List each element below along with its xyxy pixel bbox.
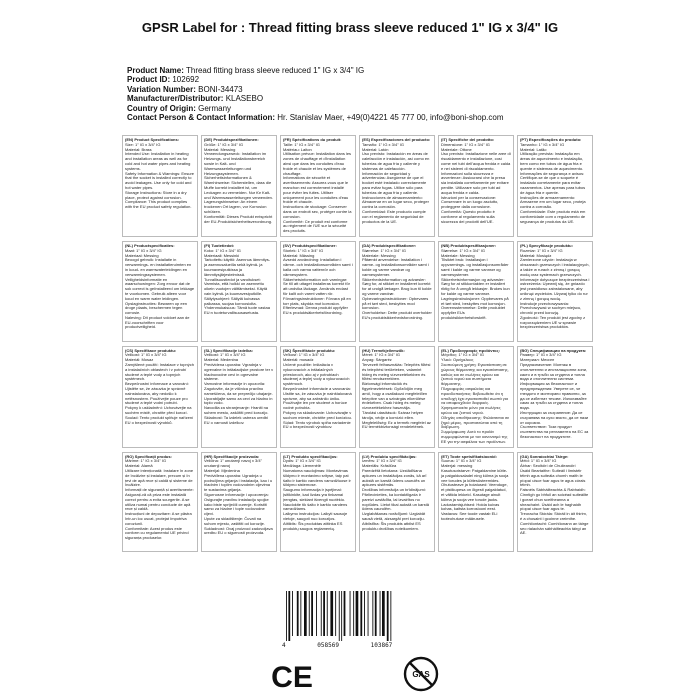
- spec-cell-heading: (SV) Produktspecifikationer:: [283, 242, 337, 248]
- spec-cell: [438, 346, 514, 448]
- product-id-row: Product ID: 102692: [127, 75, 200, 85]
- spec-cell-body: Koko: 1" IG x 3/4" IG Materiaali: Messinki Tarkoitettu käyttö: Asennus lämmitys- ja asennusalueilla sekä kylmä- ja kuumavesiputkissa ja lämmitysjärjestelmissä. Turvallisuustiedot ja varoitukset: Varmista, että holkki on asennettu oikein vuotojen välttämiseksi. Käytä vain kylmä- ja kuumavesiputkille. Säilytysohjeet: Säilytä kuivassa paikassa, suojaa korroosiolta. Yhdenmukaisuus: Tämä tuote vastaa EU:n tuoteturvallisuusasetusta.: [204, 247, 271, 316]
- spec-cell: [280, 241, 356, 342]
- spec-cell-heading: (ET) Toote spetsifikatsioonid:: [441, 453, 497, 459]
- manufacturer: KLASEBO: [225, 94, 264, 104]
- spec-cell-body: Izmērs: 1" IG x 3/4" IG Materiāls: Krāsllūra Paredzētā lietošana: Uzstādīšana apkures un instalācijas zonās, kā arī aukstā un karstā ūdens caurulēs un apkures sistēmās. Drošības informācija un brīdinājumi: Pārliecinieties, ka kontaktligzda ir pareizi uzstādīta, lai izvairītos no noplūdes. Lietot tikai aukstā un karstā ūdens caurulēm. Uzglabāšanas norādījumi: Uzglabāt sausā vietā, aizsargāt pret koroziju. Atbilstība: Šis produkts atbilst ES produktu drošības noteikumiem.: [362, 458, 429, 531]
- spec-cell: [596, 135, 672, 237]
- gas-mark: [403, 656, 439, 692]
- spec-cell-body: Maat: 1" IG x 3/4" IG Materiaal: Messing Beoogd gebruik: Installatie in verwarmings- en installatieruimten en in koud- en warmwaterleidingen en verwarmingssystemen. Veiligheidsinformatie en waarschuwingen: Zorg ervoor dat de sok correct is geïnstalleerd om lekkage te voorkomen. Gebruik alleen voor koud en warm water leidingen. Opslaginstructies: Bewaren op een droge plaats, beschermen tegen corrosie. Naleving: Dit product voldoet aan de EU-voorschriften voor productveiligheid.: [125, 247, 195, 330]
- spec-cell: [122, 346, 198, 448]
- spec-cell-body: Rozmiar: 1" IG x 3/4" IG Materiał: Mosiądz Zamierzone użycie: Instalacja w obszarach grzewczych i instalacyjnych, a także w rurach z zimną i gorącą wodą oraz systemach grzewczych. Informacje dotyczące bezpieczeństwa i ostrzeżenia: Upewnij się, że gniazdo jest prawidłowo zainstalowane, aby uniknąć wycieków. Używaj tylko do rur z zimną i gorącą wodą. Instrukcje przechowywania: Przechowywać w suchym miejscu, chronić przed korozją. Zgodność: Ten produkt jest zgodny z rozporządzeniem UE w sprawie bezpieczeństwa produktów.: [520, 247, 590, 330]
- page-title: GPSR Label for : Thread fitting brass sleeve reduced 1" IG x 3/4" IG: [141, 20, 559, 35]
- spec-cell-heading: (GA) Sonraíochtaí Táirge:: [520, 453, 569, 459]
- spec-cell-body: Tamanho: 1" IG x 3/4" IG Material: Latão Utilização prevista: Instalação em áreas de aquecimento e instalação, bem como em tubos de água fria e quente e sistemas de aquecimento. Informações de segurança e avisos: Certifique-se de que o soquete é instalado corretamente para evitar vazamentos. Use apenas para tubos de água fria e quente. Instruções de armazenamento: Armazene em um lugar seco, proteja contra a corrosão. Conformidade: Este produto está em conformidade com o regulamento de segurança de produtos da UE.: [520, 141, 586, 224]
- spec-cell: [359, 346, 435, 448]
- spec-cell-heading: (PL) Specyfikacje produktu:: [520, 242, 573, 248]
- spec-cell: [122, 241, 198, 342]
- spec-cell-heading: (IT) Specifiche del prodotto:: [441, 137, 495, 142]
- gas-mark-icon: [403, 656, 439, 692]
- spec-cell-body: Méid: 1" IG x 3/4" IG Ábhar: Seoltóirí de Chuileanóirí Úsáid Beartaithe: Suiteáil i limistéir téimh agus suiteála chomh maith le píopaí uisce fuar agus te agus córais téimh. Faisnéis Sábháilteachta & Rabhaidh: Cinntigh go bhfuil an soicéad suiteáilte i gceart chun sceitheanna a sheachaint. Úsáid ach le haghaidh píopaí uisce fuar agus te. Treoracha Stórála: Stóráil in áit thirim, é a chosaint i gcoinne creimthe. Comhlíontacht: Comhlíonann an táirge seo rialachán sábháilteachta táirgí an AE.: [520, 458, 589, 536]
- variation-number: BONI-34473: [198, 84, 243, 94]
- spec-cell-body: Tamaño: 1" IG x 3/4" IG Material: Latón Uso previsto: Instalación en áreas de calefacción e instalación, así como en tuberías de agua fría y caliente y sistemas de calefacción. Información de seguridad y advertencias: Asegúrese de que el bocket esté instalado correctamente para evitar fugas. Utilice sólo para tuberías de agua fría y caliente. Instrucciones de almacenamiento: Almacenar en un lugar seco, proteger contra la corrosión. Conformidad: Este producto cumple con el reglamento de seguridad de productos de la UE.: [362, 141, 430, 224]
- spec-cell-body: Velikost: 1" IG x 3/4" IG Materiál: Mosaz Zamýšlené použití: Instalace v topných a instalačních oblastech i v potrubí studené a teplé vody a topných systémech. Bezpečnostní informace a varování: Ujistěte se, že zásuvka je správně nainstalována, aby nedošlo k netěsnostem. Používejte pouze pro studené a teplé vodní potrubí. Pokyny k uskladnění: Uchovávejte na suchém místě, chraňte před korozí. Soulad: Tento produkt splňuje nařízení EU o bezpečnosti výrobků.: [125, 352, 194, 425]
- spec-cell-heading: (HU) Termékjellemzők:: [362, 347, 405, 353]
- spec-cell: [201, 452, 277, 553]
- spec-cell: [280, 346, 356, 448]
- spec-cell-heading: (SL) Specifikacije izdelka:: [204, 347, 253, 353]
- barcode-group-left: 058569: [317, 642, 339, 649]
- spec-cell: [517, 346, 593, 448]
- spec-cell-body: Størrelse: 1" IG x 3/4" IG Materiale: Messing Tilsiktet bruk: Installasjon i oppvarmings- og installasjonsområder samt i kalde og varme vannrør og varmesystemer. Sikkerhetsinformasjon og advarsler: Sørg for at stikkontakten er installert riktig for å unngå lekkasjer. Brukes kun for kalde og varme vannrør. Lagringsinstruksjoner: Oppbevares på et tørt sted, beskyttes mot korrosjon. Overensstemmelse: Dette produktet oppfyller EUs produktsikkerhetsforskrift.: [441, 247, 510, 320]
- ce-text: CE: [271, 661, 313, 694]
- spec-cell: [438, 452, 514, 553]
- spec-cell-body: Suurus: 1" IG x 3/4" IG Materjal: messing Kasutusotstarve: Paigaldamine kütte- ja paigaldusaladel ning külma ja sooja vee torudes ja küttesüsteemides. Ohutusteave ja hoiatused: Veenduge, et pistikupesa on õigesti paigaldatud, et vältida lekkeid. Kasutage ainult külma ja sooja vee torude jaoks. Ladustamisjuhised: Hoida kuivas kohas, kaitsta korrosiooni eest. Vastavus: See toode vastab ELi tooteohutuse määrusele.: [441, 458, 509, 521]
- spec-cell: [596, 452, 672, 553]
- spec-cell-body: Size: 1" IG x 3/4" IG Material: Brass Intended Use: Installation in heating and installation areas as well as for cold and hot water pipes and heating systems. Safety Information & Warnings: Ensure that the socket is installed correctly to avoid leakages. Use only for cold and hot water pipes. Storage Instructions: Store in a dry place, protect against corrosion. Compliance: This product complies with the EU product safety regulation.: [125, 141, 194, 210]
- country-row: Country of Origin: Germany: [127, 103, 232, 113]
- spec-cell: [596, 241, 672, 342]
- spec-cell-heading: (SK) Špecifikácie produktu:: [283, 347, 336, 353]
- contact-row: Contact Person & Contact Information: Hr. Stanislav Maer, +49(0)4221 45 777 00, info@boni-shop.com: [127, 113, 504, 123]
- spec-cell-body: Taille: 1" IG x 3/4" IG Matériau: Laiton Utilisation prévue: Installation dans les zones de chauffage et d'installation ainsi que dans les conduites d'eau froide et chaude et les systèmes de chauffage. Informations de sécurité et avertissements: Assurez-vous que le manchon est correctement installé pour éviter les fuites. Utiliser uniquement pour les conduites d'eau froide et chaude. Instructions de stockage: Conserver dans un endroit sec, protéger contre la corrosion. Conformité: Ce produit est conforme au règlement de l'UE sur la sécurité des produits.: [283, 141, 352, 234]
- country-of-origin: Germany: [198, 103, 232, 113]
- spec-cell-body: Größe: 1" IG x 3/4" IG Material: Messing Verwendungszweck: Installation im Heizungs- und Installationsbereich sowie in Kalt- und Warmwasserleitungen und Heizungssystemen. Sicherheitsinformationen & Warnhinweise: Sicherstellen, dass die Muffe korrekt installiert ist, um Leckagen zu vermeiden. Nur für Kalt- und Warmwasserleitungen verwenden. Lagerungshinweise: An einem trockenen Ort lagern, vor Korrosion schützen. Konformität: Dieses Produkt entspricht der EU-Produktsicherheitsverordnung.: [204, 141, 273, 224]
- spec-cell-body: Velikost: 1" IG x 3/4" IG Material: Medenina Predvidena uporaba: Vgradnja v ogrevalne in inštalacijske prostore ter v hladnovodne cevi in ogrevalne sisteme. Varnostne informacije in opozorila: Zagotovite, da je vtičnica pravilno nameščena, da se preprečijo uhajanje. Uporabljajte samo za cevi za hladno in toplo vodo. Navodila za shranjevanje: Hraniti na suhem mestu, zaščititi pred korozijo. Skladnost: Ta izdelek ustreza uredbi EU o varnosti izdelkov.: [204, 352, 274, 425]
- barcode: [282, 591, 424, 641]
- manufacturer-row: Manufacturer/Distributor: KLASEBO: [127, 94, 264, 104]
- spec-cell: [122, 452, 198, 553]
- spec-cell-heading: (NL) Productspecificaties:: [125, 242, 175, 248]
- spec-cell-heading: (EN) Product Specifications:: [125, 137, 180, 142]
- spec-cell-heading: (BG) Спецификации на продукта:: [520, 347, 587, 353]
- spec-cell-heading: (FR) Spécifications du produit:: [283, 137, 342, 142]
- barcode-digit-first: 4: [282, 642, 286, 649]
- spec-cell: [438, 241, 514, 342]
- spec-cell-heading: (PT) Especificações do produto:: [520, 137, 582, 142]
- spec-cell: [122, 135, 198, 237]
- spec-cell-body: Storlek: 1" IG x 3/4" IG Material: Mässing Avsedd användning: Installation i värme- och installationsområden samt i kalla och varma vattenrör och värmesystem. Säkerhetsinformation och varningar: Se till att uttaget installeras korrekt för att undvika läckage. Används endast för kallt och varmt vatten rör. Förvaringsinstruktioner: Förvara på en torr plats, skydda mot korrosion. Efterlevnad: Denna produkt uppfyller EU:s produktsäkerhetsförordning.: [283, 247, 353, 316]
- product-id: 102692: [172, 75, 200, 85]
- ce-mark: [271, 660, 313, 694]
- spec-cell-body: Veľkosť: 1" IG x 3/4" IG Materiál: mosadz Určené použitie: Inštalácia v vykurovacích a inštalačných priestoroch, ako aj v potrubiach studenej a teplej vody a vykurovacích systémoch. Bezpečnostné informácie a varovania: Uistite sa, že zásuvka je nainštalovaná správne, aby sa zabránilo úniku. Používajte len pre studené a horúce vodné potrubia. Pokyny na skladovanie: Uchovávajte v suchom mieste, chráňte pred koróziou. Súlad: Tento výrobok spĺňa nariadenie EÚ o bezpečnosti výrobkov.: [283, 352, 352, 430]
- spec-cell-body: Размер: 1" IG x 3/4" IG Материал: Месинг Предназначение: Монтаж в отоплителни и инсталационни зони, както и в тръби за студена и топла вода и отоплителни системи. Информация за безопасност и предупреждения: Уверете се, че гнездото е монтирано правилно, за да се избегнат течове. Използвайте само за тръби за студена и топла вода. Инструкции за съхранение: Да се съхранява на сухо място, да се пази от корозия. Съответствие: Този продукт съответства на регламента на ЕС за безопасност на продуктите.: [520, 352, 589, 439]
- spec-cell: [359, 135, 435, 237]
- spec-cell: [280, 452, 356, 553]
- spec-cell-body: Veličina: 1" unutarnji navoj x 3/4" unutarnji navoj Materijal: Mjedenina Predviđena uporaba: Ugradnja u područjima grijanja i instalacija, kao i u hladnim i toplim vodovodnim cijevima te sustavima grijanja. Sigurnosne informacije i upozorenja: Osigurajte pravilnu instalaciju spojke kako biste spriječili curenje. Koristiti samo za hladne i tople vodovodne cijevi. Upute za skladištenje: Čuvati na suhom mjestu, zaštititi od korozije. Sukladnost: Ovaj proizvod zadovoljava uredbu EU o sigurnosti proizvoda.: [204, 458, 273, 536]
- barcode-digits: [282, 642, 424, 649]
- spec-cell-heading: (RO) Specificații produs:: [125, 453, 172, 459]
- spec-cell-body: Dimensione: 1" IG x 3/4" IG Materiale: Ottone Uso previsto: Installazione nelle aree di riscaldamento e installazione, così come nei tubi dell'acqua fredda e calda e nei sistemi di riscaldamento. Informazioni sulla sicurezza e avvertenze: Assicurarsi che la presa sia installata correttamente per evitare perdite. Utilizzare solo per tubi ad acqua fredda e calda. Istruzioni per la conservazione: Conservare in un luogo asciutto, proteggere dalla corrosione. Conformità: Questo prodotto è conforme al regolamento sulla sicurezza dei prodotti dell'UE.: [441, 141, 511, 224]
- spec-cell-heading: (LV) Produktu specifikācijas:: [362, 453, 417, 459]
- spec-cell: [201, 135, 277, 237]
- spec-cell-heading: (FI) Tuotetiedot:: [204, 242, 235, 248]
- spec-cell-body: Méret: 1" IG x 3/4" IG Anyag: Sárgaréz Tervezett felhasználás: Telepítés fűtési és telepítési területeken, valamint hideg és meleg vízvezetékekben és fűtési rendszerekben. Biztonsági információk és figyelmeztetések: Győződjön meg arról, hogy a csatlakozó megfelelően telepítve van a szivárgás elkerülése érdekében. Csak hideg és meleg vízvezetékekhez használja. Tárolási utasítások: Száraz helyen tárolja, védje a korrózió ellen. Megfelelőség: Ez a termék megfelel az EU termékbiztonsági rendeletének.: [362, 352, 431, 430]
- product-name-row: Product Name: Thread fitting brass sleeve reduced 1" IG x 3/4" IG: [127, 66, 365, 75]
- spec-cell-heading: (EL) Προδιαγραφές προϊόντος:: [441, 347, 500, 353]
- ce-mark-icon: [271, 660, 313, 694]
- contact-info: Hr. Stanislav Maer, +49(0)4221 45 777 00, info@boni-shop.com: [277, 113, 504, 123]
- spec-cell-body: Størrelse: 1" IG x 3/4" IG Materiale: Messing Påtænkt anvendelse: Installation i varme- og installationsområder samt i kolde og varme vandrør og varmesystemer. Sikkerhedsinformation og advarsler: Sørg for, at stikket er installeret korrekt for at undgå lækager. Brug kun til kolde og varme vandrør. Opbevaringsinstruktioner: Opbevares på et tørt sted, beskyttes mod korrosion. Overholdelse: Dette produkt overholder EU's produktsikkerhedsforordning.: [362, 247, 432, 320]
- spec-cell-heading: (DE) Produktspezifikationen:: [204, 137, 259, 142]
- spec-cell: [201, 241, 277, 342]
- product-name: Thread fitting brass sleeve reduced 1" IG x 3/4" IG: [185, 66, 365, 75]
- spec-cell: [201, 346, 277, 448]
- spec-cell-heading: (ES) Especificaciones del producto:: [362, 137, 431, 142]
- spec-cell-heading: (HR) Specifikacije proizvoda:: [204, 453, 260, 459]
- spec-cell: [517, 241, 593, 342]
- specifications-grid: [122, 135, 672, 657]
- spec-cell: [517, 135, 593, 237]
- spec-cell: [280, 135, 356, 237]
- variation-row: Variation Number: BONI-34473: [127, 84, 243, 94]
- spec-cell-heading: (NB) Produktspesifikasjoner:: [441, 242, 497, 248]
- spec-cell-body: Dydis: 1" IG x 3/4" IG Medžiaga: Liemenėlė Numatoma naudojimas: Montavimas šildymo ir montavimo srityse, taip pat šalto ir karšto vandens vamzdžiuose ir šildymo sistemose. Saugumo informacija ir įspėjimai: Įsitikinkite, kad lizdas yra tinkamai įrengtas, siekiant išvengti nuotėkio. Naudokite tik šalto ir karšto vandens vamzdžiams. Laikymo instrukcijos: Laikyti sausoje vietoje, saugoti nuo korozijos. Atitiktis: Šis produktas atitinka ES produktų saugos reglamentą.: [283, 458, 351, 531]
- spec-cell: [359, 241, 435, 342]
- spec-cell-body: Mărime: 1" IG x 3/4" IG Material: Alamă Utilizare intenționată: Instalare în zone de încălzire și instalare, precum și în țevi de apă rece și caldă și sisteme de încălzire. Informații de siguranță și avertismente: Asigurați-vă că priza este instalată corect pentru a evita scurgerile. A se utiliza numai pentru conducte de apă rece și caldă. Instrucțiuni de depozitare: A se păstra într-un loc uscat, protejat împotriva coroziunii. Conformitate: Acest produs este conform cu regulamentul UE privind siguranța produselor.: [125, 458, 194, 541]
- spec-cell: [359, 452, 435, 553]
- spec-cell-heading: (LT) Produkto specifikacijos:: [283, 453, 338, 459]
- spec-cell: [438, 135, 514, 237]
- spec-cell: [517, 452, 593, 553]
- spec-cell: [596, 346, 672, 448]
- spec-cell-body: Μέγεθος: 1" IG x 3/4" IG Υλικό: Ορείχαλκος Σκοπούμενη χρήση: Εγκατάσταση σε χώρους θέρμανσης και εγκατάστασης, καθώς και σε σωλήνες κρύου και ζεστού νερού και συστήματα θέρμανσης. Πληροφορίες ασφαλείας και προειδοποιήσεις: Βεβαιωθείτε ότι η υποδοχή έχει εγκατασταθεί σωστά για να αποφευχθούν διαρροές. Χρησιμοποιείτε μόνο για σωλήνες κρύου και ζεστού νερού. Οδηγίες αποθήκευσης: Φυλάσσεται σε ξηρό μέρος, προστατεύεται από τη διάβρωση. Συμμόρφωση: Αυτό το προϊόν συμμορφώνεται με τον κανονισμό της ΕΕ για την ασφάλεια των προϊόντων.: [441, 352, 510, 444]
- barcode-group-right: 103867: [370, 642, 393, 649]
- product-info: [127, 66, 504, 122]
- gas-text: GAS: [412, 670, 430, 679]
- spec-cell-heading: (CS) Specifikace produktu:: [125, 347, 177, 353]
- spec-cell-heading: (DA) Produktspecifikationer:: [362, 242, 417, 248]
